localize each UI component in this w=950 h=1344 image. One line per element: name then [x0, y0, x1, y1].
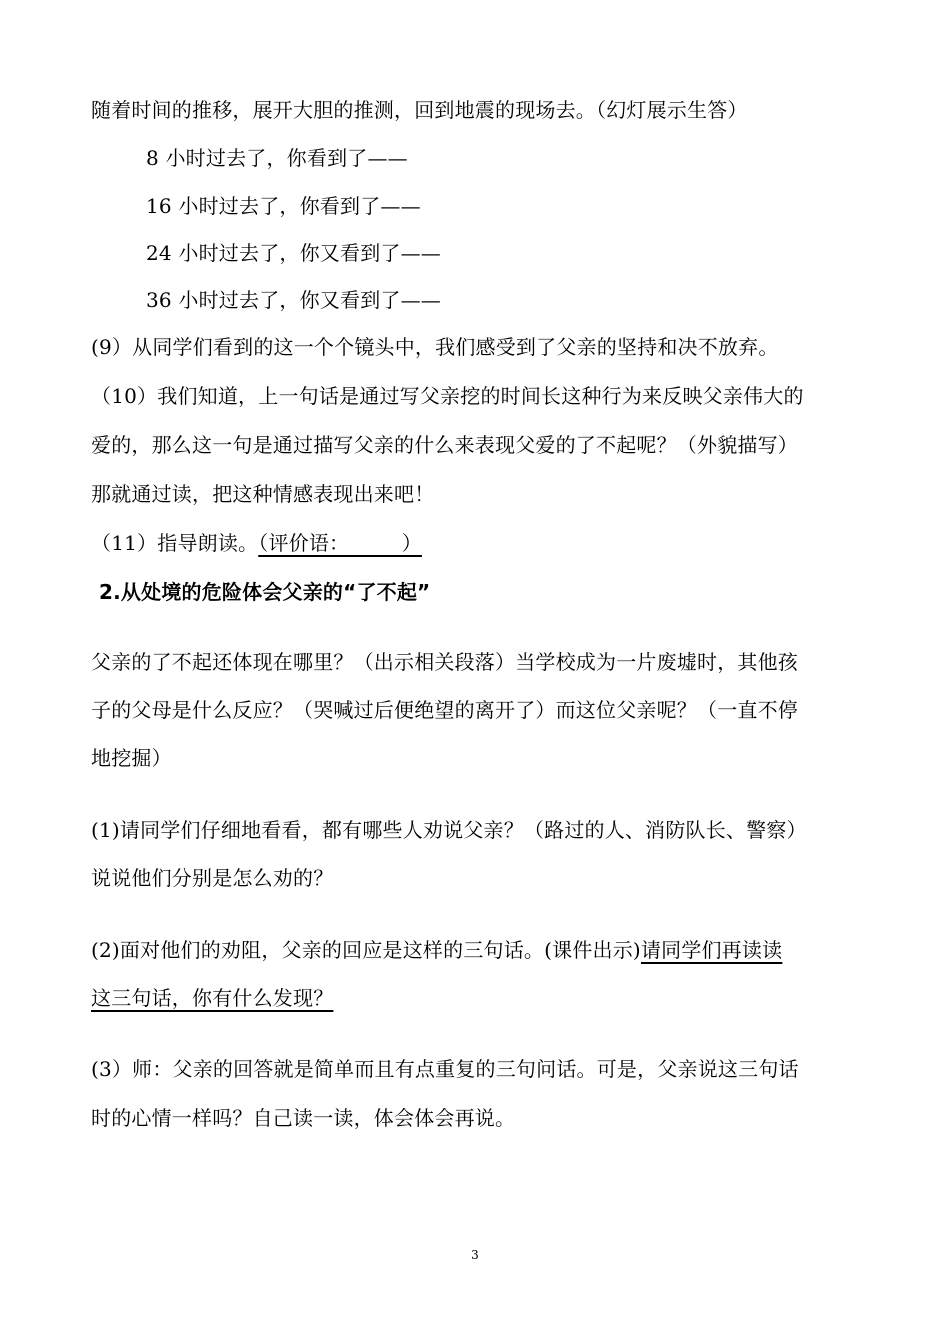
paragraph-line: 36 小时过去了，你又看到了—— [146, 288, 442, 312]
paragraph-line: (3）师：父亲的回答就是简单而且有点重复的三句问话。可是，父亲说这三句话 [91, 1057, 799, 1081]
paragraph-line: 地挖掘） [91, 746, 172, 770]
underlined-question: 请同学们再读读 [640, 938, 783, 962]
paragraph-line: 爱的，那么这一句是通过描写父亲的什么来表现父爱的了不起呢？（外貌描写） [91, 433, 798, 457]
paragraph-line: 那就通过读，把这种情感表现出来吧！ [91, 482, 435, 506]
paragraph-text: (2)面对他们的劝阻，父亲的回应是这样的三句话。(课件出示) [91, 938, 641, 962]
paragraph-line: 16 小时过去了，你看到了—— [146, 194, 421, 218]
paragraph-line: 子的父母是什么反应？（哭喊过后便绝望的离开了）而这位父亲呢？（一直不停 [91, 698, 798, 722]
underlined-question: 这三句话，你有什么发现？ [91, 986, 334, 1010]
paragraph-line: 随着时间的推移，展开大胆的推测，回到地震的现场去。（幻灯展示生答） [91, 98, 748, 122]
paragraph-line: 说说他们分别是怎么劝的？ [91, 866, 334, 890]
paragraph-line [91, 531, 422, 555]
instruction-text: （11）指导朗读。 [91, 531, 259, 555]
section-heading: 2.从处境的危险体会父亲的“了不起” [99, 580, 431, 604]
paragraph-line: 24 小时过去了，你又看到了—— [146, 241, 442, 265]
page-number: 3 [471, 1248, 479, 1262]
evaluation-blank: （评价语： ） [258, 531, 422, 555]
paragraph-line [91, 938, 782, 962]
paragraph-line: (9）从同学们看到的这一个个镜头中，我们感受到了父亲的坚持和决不放弃。 [91, 335, 779, 359]
paragraph-line: 时的心情一样吗？自己读一读，体会体会再说。 [91, 1106, 516, 1130]
paragraph-line: 8 小时过去了，你看到了—— [146, 146, 408, 170]
paragraph-line: （10）我们知道，上一句话是通过写父亲挖的时间长这种行为来反映父亲伟大的 [91, 384, 804, 408]
paragraph-line: (1)请同学们仔细地看看，都有哪些人劝说父亲？（路过的人、消防队长、警察） [91, 818, 807, 842]
paragraph-line: 父亲的了不起还体现在哪里？（出示相关段落）当学校成为一片废墟时，其他孩 [91, 650, 798, 674]
